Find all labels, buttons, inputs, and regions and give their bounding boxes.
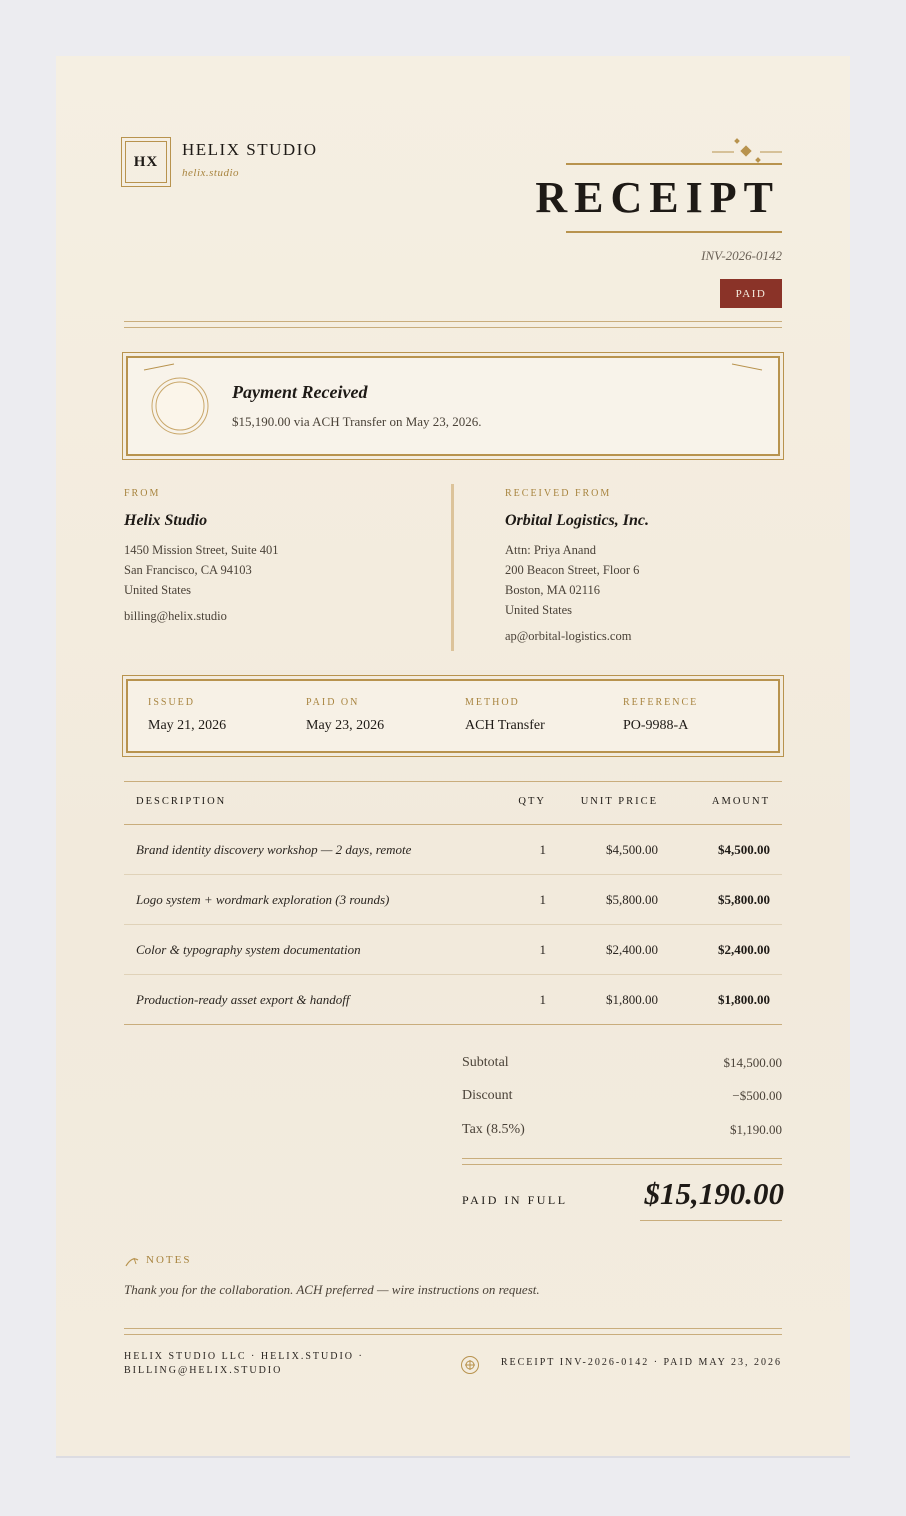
studio-name: HELIX STUDIO	[182, 140, 318, 159]
received-from-label: RECEIVED FROM	[505, 488, 612, 499]
header-divider	[124, 321, 782, 322]
tax-label: Tax (8.5%)	[462, 1122, 525, 1137]
issued-value: May 21, 2026	[148, 718, 227, 733]
row-amount: $1,800.00	[718, 992, 770, 1007]
from-address-line: United States	[124, 583, 192, 597]
row-amount: $4,500.00	[718, 842, 770, 857]
footer-rule	[124, 1328, 782, 1329]
paid-in-full-label: PAID IN FULL	[462, 1193, 568, 1207]
totals-rule	[462, 1158, 782, 1159]
from-name: Helix Studio	[124, 512, 208, 529]
status-badge: PAID	[720, 279, 782, 308]
table-row	[124, 875, 782, 925]
received-from-address-line: 200 Beacon Street, Floor 6	[505, 563, 640, 577]
received-from-address-line: United States	[505, 603, 573, 617]
total-underline	[640, 1220, 782, 1221]
paid-on-value: May 23, 2026	[306, 718, 385, 733]
row-description: Production-ready asset export & handoff	[136, 992, 350, 1007]
footer-rule	[124, 1334, 782, 1335]
table-row	[124, 975, 782, 1025]
logo-initials: HX	[125, 141, 167, 183]
header-divider	[124, 327, 782, 328]
table-top-rule	[124, 781, 782, 782]
paid-in-full-value: $15,190.00	[644, 1176, 784, 1211]
tax-value: $1,190.00	[730, 1122, 782, 1137]
method-label: METHOD	[465, 697, 520, 708]
banner-title: Payment Received	[232, 382, 368, 402]
document-title: RECEIPT	[535, 173, 780, 222]
notes-label: NOTES	[146, 1254, 192, 1266]
totals-rule	[462, 1164, 782, 1165]
column-header-description: DESCRIPTION	[136, 796, 227, 807]
reference-label: REFERENCE	[623, 697, 699, 708]
received-from-email[interactable]: ap@orbital-logistics.com	[505, 629, 632, 643]
row-qty: 1	[539, 892, 546, 907]
party-divider	[451, 484, 454, 651]
received-from-name: Orbital Logistics, Inc.	[505, 512, 650, 529]
from-address-line: San Francisco, CA 94103	[124, 563, 252, 577]
invoice-number: INV-2026-0142	[701, 248, 782, 263]
column-header-unit-price: UNIT PRICE	[580, 796, 658, 807]
paid-on-label: PAID ON	[306, 697, 360, 708]
subtotal-label: Subtotal	[462, 1055, 509, 1070]
received-from-address-line: Attn: Priya Anand	[505, 543, 596, 557]
reference-value: PO-9988-A	[623, 718, 689, 733]
table-bottom-rule	[124, 1024, 782, 1025]
seal-mark-icon	[460, 1355, 480, 1375]
row-description: Color & typography system documentation	[136, 942, 361, 957]
row-unit-price: $4,500.00	[606, 842, 658, 857]
method-value: ACH Transfer	[465, 718, 545, 733]
row-qty: 1	[539, 992, 546, 1007]
footer-company: HELIX STUDIO LLC · HELIX.STUDIO · BILLING@HELIX.STUDIO	[124, 1351, 364, 1376]
received-from-address-line: Boston, MA 02116	[505, 583, 601, 597]
row-unit-price: $1,800.00	[606, 992, 658, 1007]
table-row	[124, 825, 782, 875]
discount-label: Discount	[462, 1088, 513, 1103]
receipt-page	[56, 56, 850, 1456]
row-description: Logo system + wordmark exploration (3 rounds)	[136, 892, 390, 907]
banner-text: $15,190.00 via ACH Transfer on May 23, 2026.	[232, 414, 482, 429]
logo	[121, 137, 171, 187]
payment-details-box	[122, 675, 784, 757]
row-amount: $2,400.00	[718, 942, 770, 957]
from-email[interactable]: billing@helix.studio	[124, 609, 227, 623]
row-qty: 1	[539, 942, 546, 957]
column-header-qty: QTY	[518, 796, 546, 807]
from-address-line: 1450 Mission Street, Suite 401	[124, 543, 279, 557]
discount-value: −$500.00	[732, 1088, 782, 1103]
column-header-amount: AMOUNT	[711, 796, 770, 807]
row-unit-price: $5,800.00	[606, 892, 658, 907]
row-qty: 1	[539, 842, 546, 857]
notes-icon	[124, 1254, 142, 1268]
row-unit-price: $2,400.00	[606, 942, 658, 957]
subtotal-value: $14,500.00	[723, 1055, 782, 1070]
studio-site: helix.studio	[182, 167, 240, 179]
row-amount: $5,800.00	[718, 892, 770, 907]
from-label: FROM	[124, 488, 161, 499]
table-row	[124, 925, 782, 975]
notes-text: Thank you for the collaboration. ACH preferred — wire instructions on request.	[124, 1282, 540, 1297]
row-description: Brand identity discovery workshop — 2 days, remote	[136, 842, 412, 857]
issued-label: ISSUED	[148, 697, 196, 708]
footer-receipt-ref: RECEIPT INV-2026-0142 · PAID MAY 23, 2026	[500, 1357, 782, 1368]
